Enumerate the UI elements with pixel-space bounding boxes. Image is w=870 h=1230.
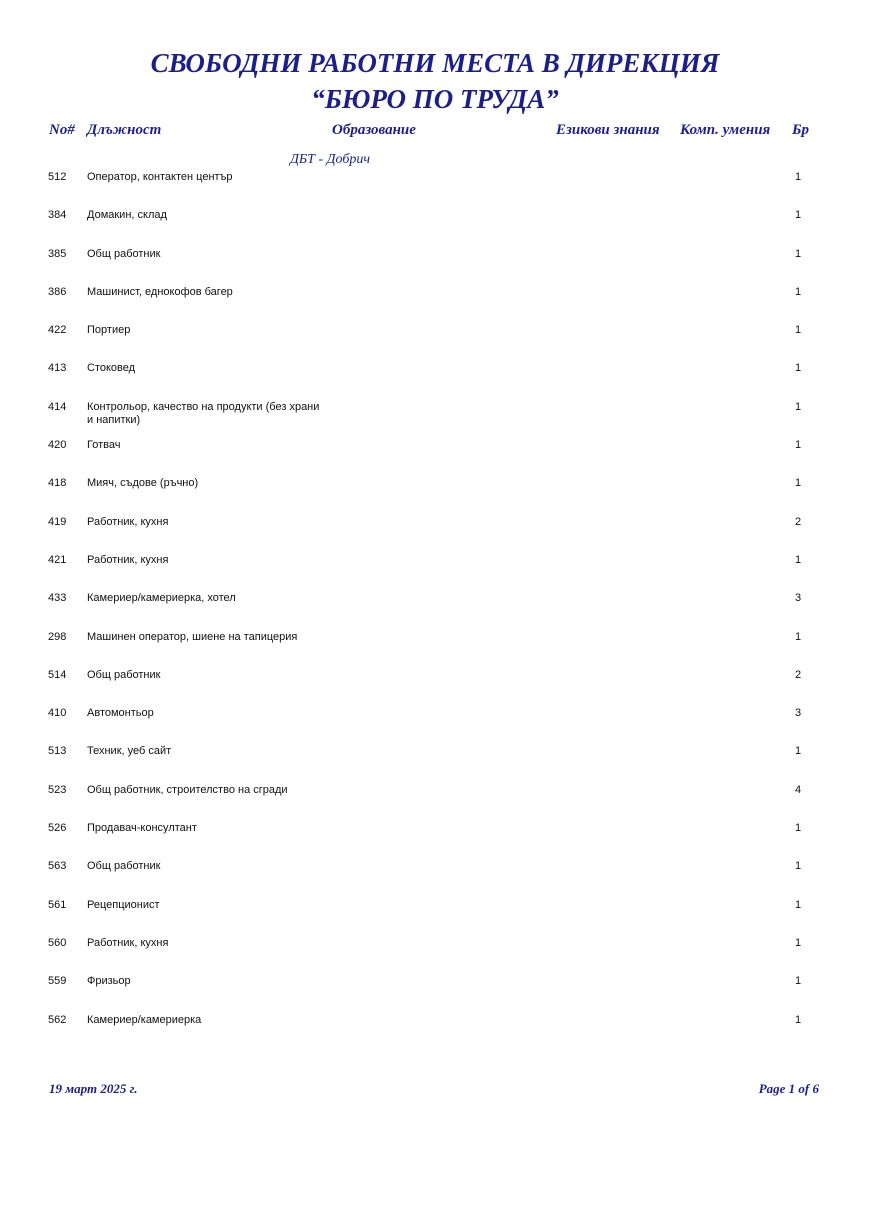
row-number: 385 [48,247,67,260]
table-row [0,973,870,1011]
table-row [0,705,870,743]
vacancy-table [0,169,870,1050]
row-number: 433 [48,592,67,605]
row-number: 561 [48,898,67,911]
row-count: 1 [795,822,802,835]
row-position: Общ работник, строителство на сгради [87,783,288,796]
row-count: 1 [795,745,802,758]
row-number: 514 [48,668,67,681]
table-row [0,935,870,973]
row-number: 559 [48,975,67,988]
column-header-languages: Езикови знания [556,122,660,138]
row-number: 414 [48,400,67,413]
row-position: Оператор, контактен център [87,171,233,183]
row-position: Работник, кухня [87,936,169,949]
row-position: Фризьор [87,975,131,988]
table-row [0,360,870,398]
row-count: 1 [795,936,802,949]
table-row [0,858,870,896]
row-position: Машинист, еднокофов багер [87,285,233,298]
row-number: 526 [48,822,67,835]
row-position: Автомонтьор [87,707,154,720]
footer-date: 19 март 2025 г. [49,1081,138,1096]
table-row [0,820,870,858]
row-count: 1 [795,400,802,413]
row-count: 2 [795,668,802,681]
row-position: Рецепционист [87,898,160,911]
table-row [0,743,870,781]
row-count: 3 [795,592,802,605]
row-position: Контрольор, качество на продукти (без храни и напитки) [87,400,320,426]
row-count: 1 [795,362,802,375]
table-row [0,207,870,245]
table-row [0,399,870,437]
row-count: 1 [795,247,802,260]
row-number: 560 [48,936,67,949]
row-position: Работник, кухня [87,553,169,566]
row-count: 1 [795,324,802,337]
table-row [0,782,870,820]
table-row [0,667,870,705]
table-row [0,590,870,628]
office-group-label: ДБТ - Добрич [290,152,371,167]
row-number: 386 [48,285,67,298]
row-count: 1 [795,209,802,222]
row-count: 1 [795,898,802,911]
row-position: Мияч, съдове (ръчно) [87,477,199,490]
table-row [0,475,870,513]
row-number: 420 [48,439,67,452]
row-count: 1 [795,975,802,988]
page-subtitle: “БЮРО ПО ТРУДА” [311,84,559,114]
table-row [0,284,870,322]
row-position: Общ работник [87,668,161,681]
row-count: 3 [795,707,802,720]
row-number: 512 [48,171,67,183]
column-header-education: Образование [332,122,416,138]
row-position: Продавач-консултант [87,822,197,835]
row-position: Машинен оператор, шиене на тапицерия [87,630,298,643]
table-row [0,1012,870,1050]
column-header-count: Бр [792,122,810,138]
row-number: 413 [48,362,67,375]
row-count: 1 [795,630,802,643]
row-number: 422 [48,324,67,337]
row-number: 419 [48,515,67,528]
page-title: СВОБОДНИ РАБОТНИ МЕСТА В ДИРЕКЦИЯ [150,48,720,78]
page-number: Page 1 of 6 [758,1081,819,1096]
table-row [0,322,870,360]
table-row [0,169,870,207]
column-header-number: No# [49,122,75,138]
column-header-computer-skills: Комп. умения [680,122,771,138]
row-position: Общ работник [87,247,161,260]
row-position: Камериер/камериерка, хотел [87,592,236,605]
row-count: 1 [795,285,802,298]
row-number: 421 [48,553,67,566]
row-number: 298 [48,630,67,643]
row-count: 1 [795,171,802,183]
table-row [0,629,870,667]
table-row [0,437,870,475]
row-position: Техник, уеб сайт [87,745,172,758]
row-number: 384 [48,209,67,222]
table-row [0,514,870,552]
row-count: 1 [795,1013,802,1026]
row-position: Портиер [87,324,131,337]
row-position: Готвач [87,439,121,452]
column-header-position: Длъжност [87,122,162,138]
row-number: 410 [48,707,67,720]
row-count: 2 [795,515,802,528]
row-number: 513 [48,745,67,758]
row-position: Общ работник [87,860,161,873]
row-position: Стоковед [87,362,136,375]
row-number: 563 [48,860,67,873]
row-count: 1 [795,477,802,490]
row-count: 1 [795,553,802,566]
table-row [0,897,870,935]
row-position: Работник, кухня [87,515,169,528]
row-number: 523 [48,783,67,796]
table-row [0,552,870,590]
row-count: 1 [795,860,802,873]
table-row [0,246,870,284]
row-position: Камериер/камериерка [87,1013,202,1026]
row-number: 562 [48,1013,67,1026]
row-position: Домакин, склад [87,209,167,222]
row-count: 1 [795,439,802,452]
row-count: 4 [795,783,802,796]
row-number: 418 [48,477,67,490]
